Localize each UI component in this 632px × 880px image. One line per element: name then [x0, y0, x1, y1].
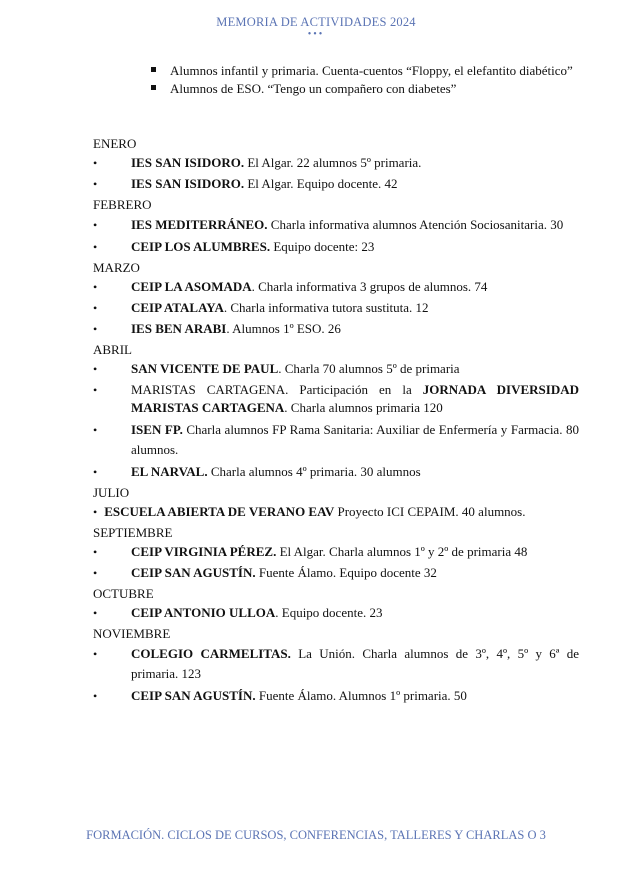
- list-item: • CEIP SAN AGUSTÍN. Fuente Álamo. Alumnos 1º primaria. 50: [93, 688, 467, 703]
- list-item: • ESCUELA ABIERTA DE VERANO EAV Proyecto ICI CEPAIM. 40 alumnos.: [93, 504, 526, 519]
- list-item: • SAN VICENTE DE PAUL. Charla 70 alumnos 5º de primaria: [93, 361, 460, 376]
- bullet-icon: •: [93, 240, 98, 254]
- square-bullet-icon: [151, 85, 156, 90]
- bullet-icon: •: [93, 606, 98, 620]
- list-item: Alumnos de ESO. “Tengo un compañero con diabetes”: [150, 80, 578, 97]
- bullet-icon: •: [93, 505, 98, 519]
- bullet-icon: •: [93, 545, 98, 559]
- list-item: • CEIP LOS ALUMBRES. Equipo docente: 23: [93, 239, 375, 254]
- bullet-icon: •: [93, 301, 98, 315]
- month-heading-marzo: MARZO: [93, 260, 140, 275]
- list-item: • CEIP VIRGINIA PÉREZ. El Algar. Charla alumnos 1º y 2º de primaria 48: [93, 544, 528, 559]
- bullet-icon: •: [93, 322, 98, 336]
- square-bullet-icon: [151, 67, 156, 72]
- bullet-icon: •: [93, 177, 98, 191]
- list-item: • ISEN FP. Charla alumnos FP Rama Sanitaria: Auxiliar de Enfermería y Farmacia. 80 alumnos.: [93, 422, 579, 457]
- intro-list: [150, 62, 578, 98]
- list-item: • IES SAN ISIDORO. El Algar. 22 alumnos 5º primaria.: [93, 155, 422, 170]
- month-heading-enero: ENERO: [93, 136, 137, 151]
- list-item: • IES BEN ARABI. Alumnos 1º ESO. 26: [93, 321, 341, 336]
- page-footer: FORMACIÓN. CICLOS DE CURSOS, CONFERENCIAS, TALLERES Y CHARLAS O 3: [86, 828, 546, 842]
- bullet-icon: •: [93, 362, 98, 376]
- month-heading-julio: JULIO: [93, 485, 130, 500]
- month-heading-febrero: FEBRERO: [93, 197, 152, 212]
- bullet-icon: •: [93, 280, 98, 294]
- month-heading-octubre: OCTUBRE: [93, 586, 154, 601]
- month-heading-noviembre: NOVIEMBRE: [93, 626, 171, 641]
- header-dots: •••: [307, 29, 325, 40]
- list-item: • CEIP SAN AGUSTÍN. Fuente Álamo. Equipo docente 32: [93, 565, 437, 580]
- bullet-icon: •: [93, 566, 98, 580]
- list-item: Alumnos infantil y primaria. Cuenta-cuentos “Floppy, el elefantito diabético”: [150, 62, 578, 79]
- list-item: • CEIP LA ASOMADA. Charla informativa 3 grupos de alumnos. 74: [93, 279, 488, 294]
- list-item: • EL NARVAL. Charla alumnos 4º primaria. 30 alumnos: [93, 464, 421, 479]
- activities-list: [93, 133, 579, 708]
- list-item: • IES MEDITERRÁNEO. Charla informativa alumnos Atención Sociosanitaria. 30: [93, 215, 579, 235]
- list-item: • IES SAN ISIDORO. El Algar. Equipo docente. 42: [93, 176, 398, 191]
- list-item: • CEIP ATALAYA. Charla informativa tutora sustituta. 12: [93, 300, 429, 315]
- page-header-title: MEMORIA DE ACTIVIDADES 2024: [216, 15, 416, 29]
- bullet-icon: •: [93, 465, 98, 479]
- bullet-icon: •: [93, 218, 98, 232]
- list-item: • MARISTAS CARTAGENA. Participación en la JORNADA DIVERSIDAD MARISTAS CARTAGENA. Charla alumnos primaria 120: [93, 382, 579, 415]
- bullet-icon: •: [93, 383, 98, 397]
- list-item: • CEIP ANTONIO ULLOA. Equipo docente. 23: [93, 605, 383, 620]
- bullet-icon: •: [93, 647, 98, 661]
- list-item: • COLEGIO CARMELITAS. La Unión. Charla alumnos de 3º, 4º, 5º y 6ª de primaria. 123: [93, 646, 579, 681]
- bullet-icon: •: [93, 156, 98, 170]
- bullet-icon: •: [93, 423, 98, 437]
- month-heading-abril: ABRIL: [93, 342, 132, 357]
- bullet-icon: •: [93, 689, 98, 703]
- month-heading-septiembre: SEPTIEMBRE: [93, 525, 173, 540]
